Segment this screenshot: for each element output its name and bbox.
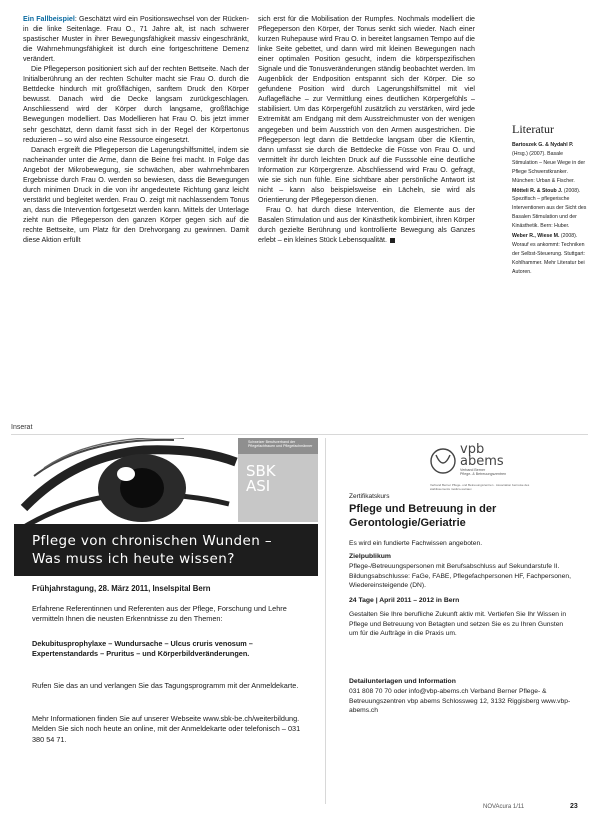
sbk-top-note: Schweizer Berufsverband der Pflegefachfrauen und Pflegefachmänner (238, 438, 318, 454)
dates-text: Gestalten Sie Ihre berufliche Zukunft aktiv mit. Vertiefen Sie Ihr Wissen in Pflege und Betreuung von Betagten und setzen Sie es zu Ihren Gunsten um für die Aufträge in die Praxis um. (349, 611, 567, 637)
lead-in: Ein Fallbeispiel (23, 15, 75, 23)
banner-line2: Was muss ich heute wissen? (32, 551, 235, 567)
audience-text: Pflege-/Betreuungspersonen mit Berufsabschluss auf Sekundarstufe II. Bildungsabschlusse: FaGe, FABE, Pflegefachpersonen HF, Fachpersonen, Wiedereinsteigende (DN). (349, 563, 571, 589)
entry-text: (2008). Spezifisch – pflegerische Interventionen aus der Sicht des Basalen Stimulation und der Kinästhetik. Bern: Huber. (512, 187, 587, 230)
entry-authors: Mötteli R. & Stoub J. (512, 187, 563, 194)
paragraph-text: Frau O. hat durch diese Intervention, die Elemente aus der Basalen Stimulation und aus der Kinästhetik kombiniert, ihren Körper durch gezielte Berührung und kontrollierte Bewegung als Ganzes erlebt – ein kleines Stück Lebensqualität. (258, 205, 475, 245)
vpb-logo-line2: abems (460, 453, 504, 469)
ad-sbk (14, 438, 318, 804)
sbk-logo-line1: SBK (246, 462, 276, 480)
divider (325, 438, 326, 804)
sbk-logo (246, 464, 276, 494)
paragraph (23, 14, 249, 64)
literature-heading: Literatur (512, 122, 554, 136)
article-column-2 (258, 14, 475, 245)
course-type: Zertifikatskurs (349, 493, 390, 500)
magazine-footer: NOVAcura 1/11 (483, 804, 525, 810)
ad-topics: Dekubitusprophylaxe – Wundursache – Ulcus cruris venosum – Expertenstandards – Pruritus – und Körperbildveränderungen. (32, 639, 253, 659)
paragraph (258, 205, 475, 245)
info-text: 031 808 70 70 oder info@vbp-abems.ch Verband Berner Pflege- & Betreuungszentren vbp abems Schlossweg 12, 3132 Riggisberg www.vbp-abems.ch (349, 688, 571, 714)
sbk-logo-line2: ASI (246, 477, 271, 495)
sbk-logo-panel (238, 438, 318, 522)
vpb-subtitle (460, 468, 506, 477)
vpb-logo (460, 444, 504, 467)
vpb-subtitle-line1: Verband Berner (460, 468, 486, 472)
course-intro: Es wird ein fundierte Fachwissen angeboten. (349, 540, 483, 547)
vpb-logo-icon (430, 445, 456, 477)
literature-sidebar (512, 122, 588, 278)
event-date: Frühjahrstagung, 28. März 2011, Inselspital Bern (32, 584, 211, 593)
course-title (349, 503, 574, 530)
dates-heading: 24 Tage | April 2011 – 2012 in Bern (349, 597, 460, 604)
entry-text: (Hrsg.) (2007). Basale Stimulation – Neue Wege in der Pflege Schwerstkranker. München: Urban & Fischer. (512, 150, 586, 184)
vpb-subtitle-line2: Pflege- & Betreuungszentren (460, 472, 507, 477)
vpb-fine-print: Verband Berner Pflege- und Betreuungszentren · Association bernoise des établissements médico-sociaux (430, 483, 530, 491)
audience-heading: Zielpublikum (349, 553, 391, 560)
ad-register: Rufen Sie das an und verlangen Sie das Tagungsprogramm mit der Anmeldekarte. (32, 681, 299, 690)
paragraph: sich erst für die Mobilisation der Rumpfes. Nochmals modelliert die Pflegeperson den Körper, der Tonus senkt sich wieder. Nach einer kurzen Ruhepause wird Frau O. in bereitet langsamen Tempo auf die linke Seite gebettet, und dann wird mit kleinen Bewegungen nach einer optimalen Position gesucht, indem die körperspezifischen Signale und die Tonusveränderungen ständig beobachtet werden. Im Augenblick der Endposition entspannt sich der Körper. Die so gefundene Position wird durch Lagerungshilfsmittel mit viel Auflagefläche – zur Vermittlung eines deutlichen Körpergefühls – stabilisiert. Um das Körpergefühl zusätzlich zu verstärken, wird jede Extremität am Endgang mit dem Ausstreichmuster von der wenigen angegeben und beim Ausstrich von den Armen ausgestrichen. Die Pflegeperson legt dann die Bettdecke langsam über die Klientin, dann umfasst sie durch die Bettdecke die Füsse von Frau O. und vermittelt ihr durch leichten Druck auf die Fusssohle eine deutliche Information zur Körpergrenze. Abschliessend wird Frau O. gefragt, wie sie sich nun fühle. Eine sichtbare aber persönliche Antwort ist nicht – kann also beispielsweise ein Lächeln, sie wird als Orientierung der Pflegeperson dienen. (258, 15, 475, 204)
literature-entry (512, 232, 588, 277)
info-heading: Detailunterlagen und Information (349, 678, 456, 685)
entry-authors: Weber R., Wiese M. (512, 233, 560, 240)
article-column-1 (23, 14, 249, 245)
ad-banner (14, 524, 318, 576)
literature-entry (512, 187, 588, 232)
vpb-logo-line1: vpb (460, 442, 485, 457)
course-title-line2: Gerontologie/Geriatrie (349, 516, 466, 529)
ad-more-info: Mehr Informationen finden Sie auf unserer Webseite www.sbk-be.ch/weiterbildung. Melden Sie sich noch heute an online, mit der Anmeldekarte oder telefonisch – 031 380 54 71. (32, 714, 301, 744)
ad-intro: Erfahrene Referentinnen und Referenten aus der Pflege, Forschung und Lehre vermitteln Ihnen die neusten Erkenntnisse zu den Themen: (32, 604, 287, 624)
ad-vpb-abems (330, 438, 580, 804)
entry-authors: Bartoszek G. & Nydahl P. (512, 142, 574, 148)
paragraph: Die Pflegeperson positioniert sich auf der rechten Bettseite. Nach der Initialberührung an der rechten Schulter macht sie Frau O. durch die Bettdecke hindurch mit großflächigen, sanftem Druck den Körper bewusst. Danach wird die Decke langsam zurückgeschlagen. Anschliessend wird der Körper durch langsame, großflächige Bewegungen modelliert. Das Modellieren hat Frau O. bis jetzt immer sehr geschätzt, denn damit fasst sich in der Regel der Körpertonus reduzieren – so wird also eine Ressource eingesetzt. (23, 65, 249, 144)
entry-text: (2008). Worauf es ankommt: Techniken der Selbst-Steuerung. Stuttgart: Kohlhammer. Mehr Literatur bei Autoren. (512, 233, 585, 275)
inserat-label: Inserat (11, 424, 33, 431)
end-of-article-mark (390, 238, 395, 243)
paragraph-text: : Geschätzt wird ein Positionswechsel von der Rücken- in die linke Seitenlage. Frau O., 71 Jahre alt, ist nach schwerer spastischer Muster in ihrer Bewegungsfähigkeit massiv eingeschränkt, die Wahrnehmungsfähigkeit ist durch eine fortgeschrittene Demenz verändert. (23, 15, 249, 64)
paragraph: Danach ergreift die Pflegeperson die Lagerungshilfsmittel, indem sie nacheinander unter die Arme, dann die Beine frei macht. In Folge das Angebot der Mikrobewegung, sie schwächen, aber wahrnehmbaren Ergebnisse durch Frau O. werden so bewiesen, dass die Bewegungen durch minimen Druck in die von ihr angedeutete Richtung ganz leicht verstärkt und begleitet werden. Frau O. zeigt mit nachlassendem Tonus an, dass die Intervention fortgesetzt werden kann. Mittels der Unterlage zieht nun die Pflegeperson den ganzen Körper gegen sich auf die rechte Bettseite, um Platz für den Drehvorgang zu gewinnen. Damit diese Aktion erfüllt (23, 145, 249, 245)
course-title-line1: Pflege und Betreuung in der (349, 503, 497, 515)
divider (11, 434, 588, 435)
banner-line1: Pflege von chronischen Wunden – (32, 533, 273, 549)
literature-entry (512, 141, 588, 186)
page-number: 23 (570, 803, 578, 810)
